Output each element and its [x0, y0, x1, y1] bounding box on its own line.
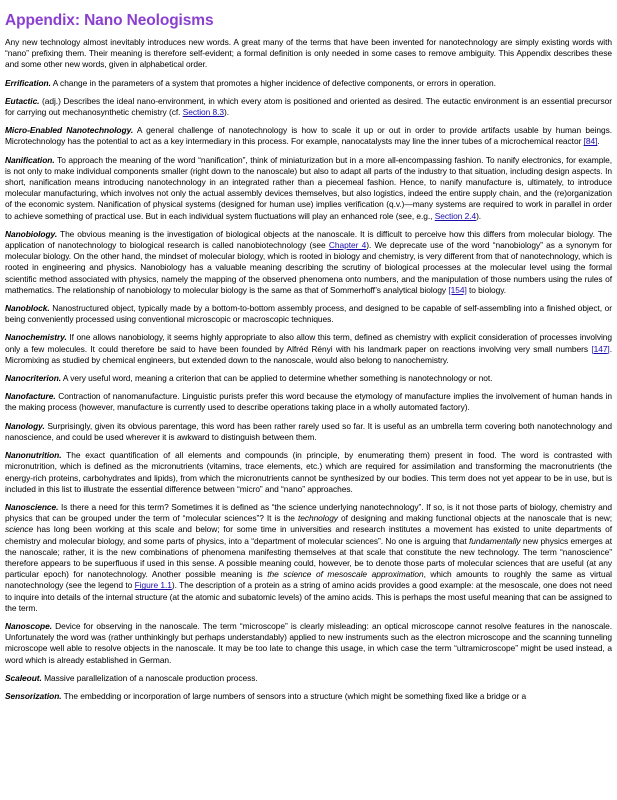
- emphasized-text: science: [5, 524, 34, 535]
- glossary-term: Errification.: [5, 77, 51, 88]
- glossary-term: Nanocriterion.: [5, 373, 62, 384]
- glossary-entry: [5, 125, 612, 147]
- definition-text: ).: [224, 107, 230, 118]
- glossary-term: Nanoscience.: [5, 501, 59, 512]
- definition-text: ). We deprecate use of the word “nanobiology” as a synonym for molecular biology. On the other hand, the mindset of molecular biology, which is rooted in biology and chemistry, is very different from that of nanotechnology, which is rooted in engineering and physics. Nanobiology has a valuable meaning describing the scrutiny of biological processes at the molecular level using the formal scientific method associated with physics, namely the mapping of the observed phenomena onto numbers, and the manipulation of those numbers using the rules of mathematics. The relationship of nanobiology to molecular biology is the same as that of Sommerhoff’s analytical biology: [5, 240, 612, 295]
- glossary-term: Nanology.: [5, 420, 45, 431]
- definition-text: Surprisingly, given its obvious parentage, this word has been rather rarely used so far. It is useful as an umbrella term covering both nanotechnology and nanoscience, and could be used wherever it is awkward to distinguish between them.: [5, 420, 612, 442]
- glossary-term: Nanoscope.: [5, 620, 52, 631]
- glossary-entry: [5, 502, 612, 614]
- glossary-term: Sensorization.: [5, 690, 62, 701]
- definition-text: To approach the meaning of the word “nanification”, think of miniaturization but in a more all-encompassing fashion. To nanify electronics, for example, is not only to make individual components smaller (right down to the nanoscale) but also to adapt all parts of the industry to that situation, including design aspects. In short, nanification means introducing nanotechnology in an integrated rather than a piecemeal fashion. Hence, to nanify manufacture is, ultimately, to introduce molecular manufacturing, which involves not only the actual assembly devices themselves, but also logistics, indeed the entire supply chain, and the (re)organization of the economic system. Nanification of physical systems (designed for human use) implies verification (q.v.)—many systems are required to work in parallel in order to achieve something of practical use. But in each individual system fluctuations will play an enhanced role (see, e.g.,: [5, 154, 612, 221]
- glossary-term: Nanoblock.: [5, 303, 50, 314]
- glossary-entry: [5, 450, 612, 495]
- cross-reference-link[interactable]: [84]: [583, 136, 598, 147]
- glossary-term: Eutactic.: [5, 95, 40, 106]
- definition-text: If one allows nanobiology, it seems highly appropriate to also allow this term, defined as chemistry with explicit consideration of processes involving only a few molecules. It could therefore be said to have been founded by Alfréd Rényi with his landmark paper on reactions involving very small numbers: [5, 332, 612, 354]
- glossary-entry: [5, 691, 612, 702]
- definition-text: .: [597, 136, 600, 147]
- glossary-term: Micro-Enabled Nanotechnology.: [5, 125, 134, 136]
- glossary-entry: [5, 155, 612, 222]
- glossary-entry: [5, 96, 612, 118]
- definition-text: The obvious meaning is the investigation of biological objects at the nanoscale. It is difficult to perceive how this differs from molecular biology. The application of nanotechnology to biological research is called nanobiotechnology (see: [5, 228, 612, 251]
- definition-text: of designing and making functional objects at the nanoscale that is new;: [337, 513, 612, 524]
- glossary-entry: [5, 78, 612, 89]
- glossary-term: Nanification.: [5, 154, 55, 165]
- definition-text: A change in the parameters of a system that promotes a higher incidence of defective components, or errors in operation.: [50, 77, 496, 88]
- definition-text: . Micromixing as studied by chemical engineers, but extended down to the nanoscale, would also belong to nanochemistry.: [5, 343, 612, 365]
- definition-text: The exact quantification of all elements and compounds (in principle, by enumerating them) present in food. The word is contrasted with micronutrition, which is defined as the micronutrients (vitamins, trace elements, etc.) which are required for assimilation and transforming the macronutrients (the energy-rich proteins, carbohydrates and lipids), from which the micronutrients cannot be synthesized by our bodies. This term does not yet appear to be in use, but is included in this list to illustrate the essential difference between “micro” and “nano” approaches.: [5, 450, 612, 494]
- glossary-term: Nanobiology.: [5, 228, 58, 239]
- cross-reference-link[interactable]: Chapter 4: [328, 240, 367, 251]
- glossary-entry: [5, 332, 612, 366]
- glossary-entry: [5, 373, 612, 384]
- glossary-entry: [5, 621, 612, 666]
- glossary-entry: [5, 303, 612, 325]
- definition-text: (adj.) Describes the ideal nano-environment, in which every atom is positioned and oriented as desired. The eutactic environment is an essential precursor for carrying out mechanosynthetic chemistry (cf.: [5, 95, 612, 118]
- definition-text: has long been working at this scale and below; for some time in universities and research institutes a movement has existed to unite departments of chemistry and molecular biology, and some parts of physics, into a “department of molecular sciences”. No one is arguing that: [5, 524, 612, 546]
- emphasized-text: the science of mesoscale approximation: [267, 569, 424, 580]
- cross-reference-link[interactable]: Figure 1.1: [134, 580, 172, 591]
- cross-reference-link[interactable]: Section 8.3: [182, 107, 225, 118]
- cross-reference-link[interactable]: Section 2.4: [434, 210, 477, 221]
- glossary-entry: [5, 229, 612, 296]
- glossary-entry: [5, 421, 612, 443]
- definition-text: to biology.: [466, 284, 507, 295]
- emphasized-text: fundamentally: [469, 535, 521, 546]
- definition-text: Device for observing in the nanoscale. The term “microscope” is clearly misleading: an optical microscope cannot resolve features in the nanoscale. Unfortunately the word was (rather unthinkingly but perhaps understandably) applied to new instruments such as the electron microscope and the scanning tunneling microscope well able to resolve objects in the nanoscale. It may be too late to change this usage, in which case the term “ultramicroscope” might be used instead, a word which is already established in German.: [5, 620, 612, 665]
- definition-text: Is there a need for this term? Sometimes it is defined as “the science underlying nanotechnology”. If so, is it not those parts of biology, chemistry and physics that can be grouped under the term of “molecular sciences”? It is the: [5, 501, 612, 524]
- definition-text: Contraction of nanomanufacture. Linguistic purists prefer this word because the etymology of manufacture implies the involvement of human hands in the making process (however, manufacture is currently used to describe operations taking place in a wholly automated factory).: [5, 391, 612, 413]
- definition-text: A very useful word, meaning a criterion that can be applied to determine whether something is nanotechnology or not.: [61, 373, 493, 384]
- page-title: Appendix: Nano Neologisms: [5, 12, 214, 29]
- definition-text: The embedding or incorporation of large numbers of sensors into a structure (which might be something fixed like a bridge or a: [61, 690, 527, 701]
- glossary-term: Scaleout.: [5, 672, 42, 683]
- definition-text: , which amounts to roughly the same as virtual nanotechnology (see the legend to: [5, 569, 612, 591]
- cross-reference-link[interactable]: [154]: [448, 284, 467, 295]
- glossary-term: Nanofacture.: [5, 391, 56, 402]
- glossary-term: Nanochemistry.: [5, 332, 67, 343]
- definition-text: Massive parallelization of a nanoscale production process.: [41, 672, 258, 683]
- cross-reference-link[interactable]: [147]: [591, 343, 610, 354]
- glossary-entries: [5, 78, 612, 703]
- emphasized-text: technology: [297, 513, 338, 524]
- glossary-entry: [5, 673, 612, 684]
- definition-text: new physics emerges at the nanoscale; rather, it is the new combinations of phenomena manifesting themselves at that scale that constitute the new technology. The term “nanoscience” therefore appears to be superfluous if used in this sense. A possible meaning could, however, be to denote those parts of molecular sciences that are useful (at any particular epoch) for nanotechnology. Another possible meaning is: [5, 535, 612, 580]
- glossary-term: Nanonutrition.: [5, 450, 62, 461]
- definition-text: ). The description of a protein as a string of amino acids provides a good example: at the mesoscale, one does not need to inquire into details of the internal structure (at the atomic and subatomic levels) of the amino acids. This is perhaps the most useful meaning that can be assigned to the term.: [5, 580, 612, 613]
- glossary-entry: [5, 391, 612, 413]
- definition-text: ).: [476, 210, 482, 221]
- definition-text: A general challenge of nanotechnology is how to scale it up or out in order to provide artifacts usable by human beings. Microtechnology has the potential to act as a key intermediary in this process. For example, nanocatalysts may line the inner tubes of a microchemical reactor: [5, 125, 612, 147]
- definition-text: Nanostructured object, typically made by a bottom-to-bottom assembly process, and designed to be capable of self-assembling into a finished object, or being conveniently processed using conventional microscopic or macroscopic techniques.: [5, 303, 612, 325]
- intro-paragraph: Any new technology almost inevitably introduces new words. A great many of the terms that have been invented for nanotechnology are simply existing words with “nano” prefixing them. Their meaning is therefore self-evident; a formal definition is only needed in some cases to remove ambiguity. This Appendix describes these and some other new words, given in alphabetical order.: [5, 37, 612, 70]
